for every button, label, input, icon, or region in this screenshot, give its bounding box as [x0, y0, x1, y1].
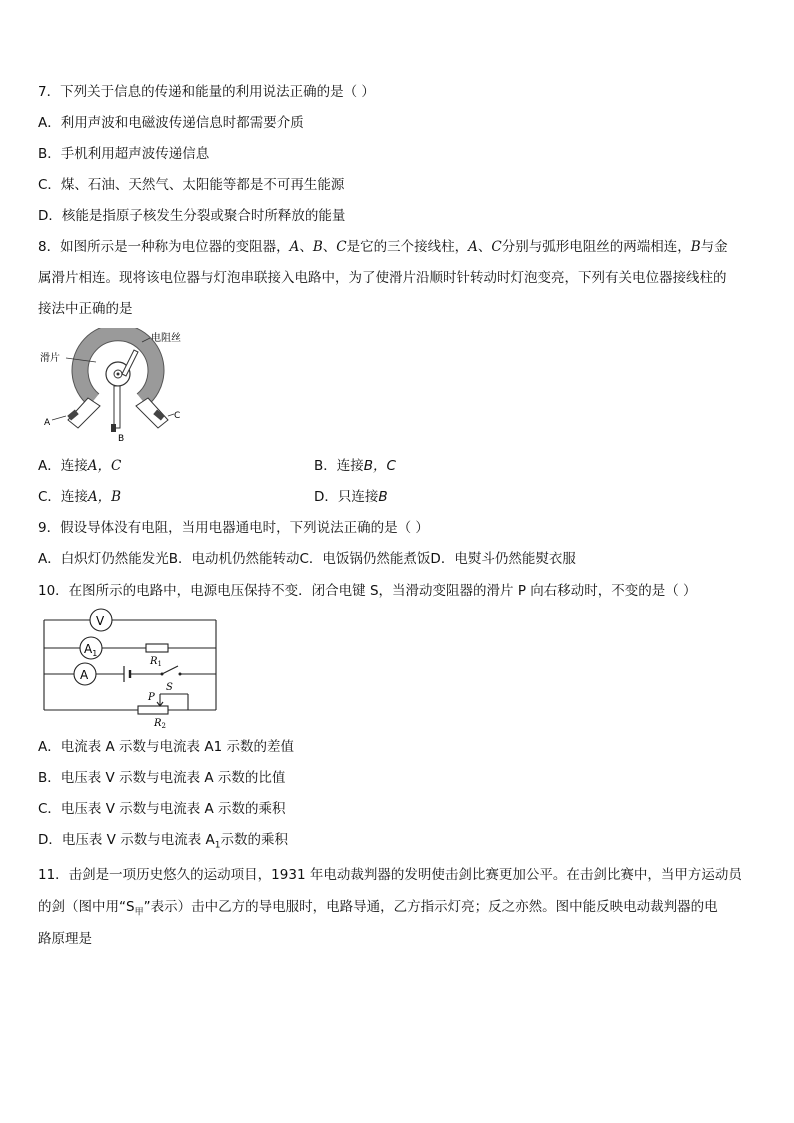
q10-option-c: C．电压表 V 示数与电流表 A 示数的乘积	[38, 801, 286, 817]
voltmeter-label: V	[96, 614, 105, 628]
r2-label: $R_2$	[154, 718, 166, 730]
label-resistance-wire: 电阻丝	[151, 333, 181, 344]
switch-label: S	[166, 682, 173, 693]
r1-label: $R_1$	[150, 656, 162, 668]
q7-option-b: B．手机利用超声波传递信息	[38, 146, 210, 162]
q11-stem-line2: 的剑（图中用“$S_甲$”表示）击中乙方的导电服时，电路导通，乙方指示灯亮；反之亦然。图中能反映电动裁判器的电	[38, 899, 718, 918]
q8-option-d: D．只连接B	[314, 489, 388, 505]
q9-stem: 9．假设导体没有电阻，当用电器通电时，下列说法正确的是（ ）	[38, 520, 429, 536]
rheostat-r2	[138, 706, 168, 714]
label-slider: 滑片	[40, 353, 60, 364]
q9-options: A．白炽灯仍然能发光B．电动机仍然能转动C．电饭锅仍然能煮饭D．电熨斗仍然能熨衣服	[38, 551, 576, 567]
q8-option-a: A．连接A，C	[38, 458, 122, 474]
q7-option-a: A．利用声波和电磁波传递信息时都需要介质	[38, 115, 304, 131]
q10-stem: 10．在图所示的电路中，电源电压保持不变．闭合电键 S，当滑动变阻器的滑片 P 向右移动时，不变的是（ ）	[38, 583, 697, 599]
q7-option-c: C．煤、石油、天然气、太阳能等都是不可再生能源	[38, 177, 345, 193]
q8-option-b: B．连接B，C	[314, 458, 396, 474]
potentiometer-figure	[38, 328, 188, 446]
ammeter-a1-label: $A_1$	[84, 642, 98, 658]
q11-stem-line3: 路原理是	[38, 931, 92, 947]
label-terminal-a: A	[44, 418, 51, 428]
q8-stem-line3: 接法中正确的是	[38, 301, 133, 317]
switch-symbol	[161, 673, 164, 676]
resistor-r1	[146, 644, 168, 652]
circuit-figure	[38, 606, 224, 730]
terminal-c	[136, 398, 168, 428]
q8-stem-line1: 8．如图所示是一种称为电位器的变阻器，A、B、C是它的三个接线柱，A、C分别与弧形电阻丝的两端相连，B与金	[38, 239, 728, 255]
q7-option-d: D．核能是指原子核发生分裂或聚合时所释放的能量	[38, 208, 346, 224]
q8-stem-line2: 属滑片相连。现将该电位器与灯泡串联接入电路中，为了使滑片沿顺时针转动时灯泡变亮，下列有关电位器接线柱的	[38, 270, 727, 286]
slider-p-label: P	[148, 692, 155, 703]
q11-stem-line1: 11．击剑是一项历史悠久的运动项目，1931 年电动裁判器的发明使击剑比赛更加公平。在击剑比赛中，当甲方运动员	[38, 867, 742, 883]
terminal-a	[67, 398, 100, 428]
q10-option-d: D．电压表 V 示数与电流表 $A_1$示数的乘积	[38, 832, 288, 851]
label-terminal-c: C	[174, 411, 181, 421]
ammeter-a-label: A	[80, 668, 89, 682]
q8-option-c: C．连接A，B	[38, 489, 122, 505]
label-terminal-b: B	[118, 434, 125, 444]
q7-stem: 7．下列关于信息的传递和能量的利用说法正确的是（ ）	[38, 84, 375, 100]
q10-option-b: B．电压表 V 示数与电流表 A 示数的比值	[38, 770, 286, 786]
q10-option-a: A．电流表 A 示数与电流表 A1 示数的差值	[38, 739, 294, 755]
